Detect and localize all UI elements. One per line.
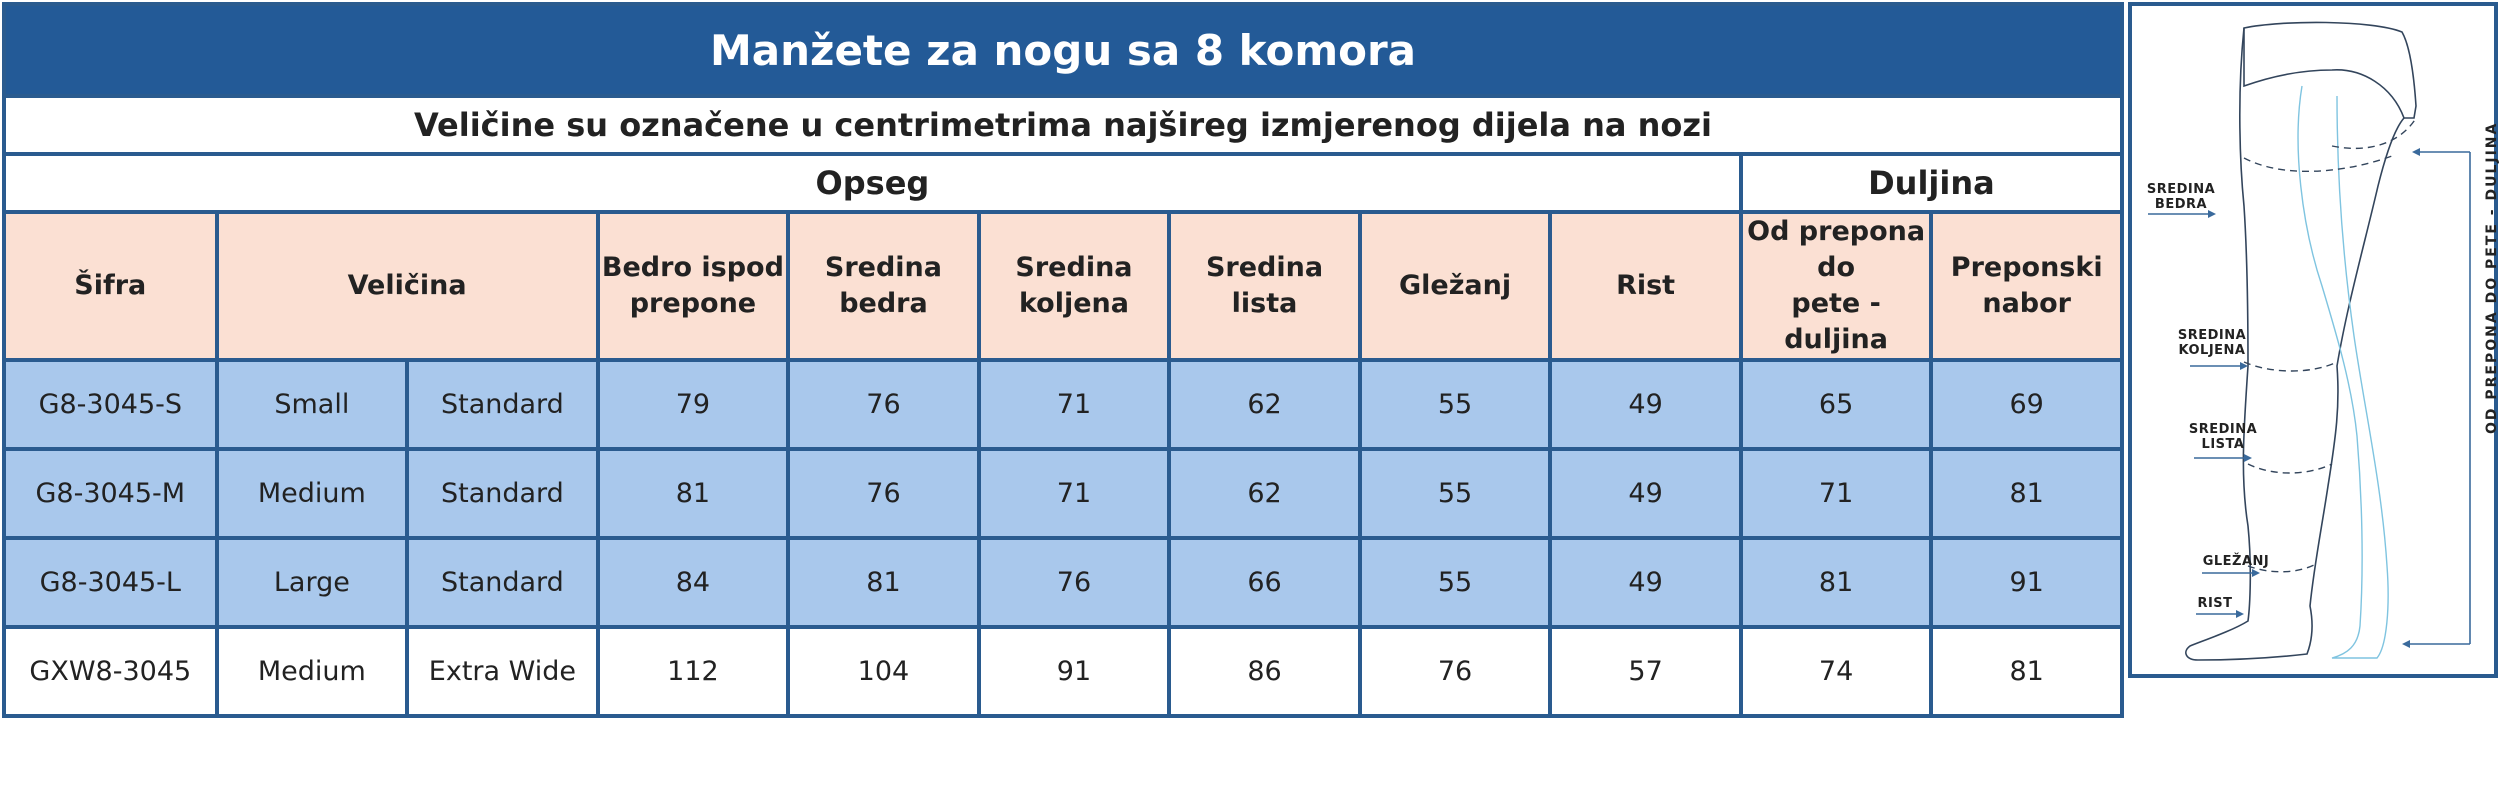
cell-instep: 57 <box>1550 627 1741 716</box>
header-upper-thigh <box>598 212 789 360</box>
cell-mid-calf: 86 <box>1169 627 1360 716</box>
group-length: Duljina <box>1741 154 2122 212</box>
header-groin-to-heel-line: do <box>1817 252 1856 283</box>
label-line: KOLJENA <box>2178 343 2246 358</box>
cell-groin-to-heel: 74 <box>1741 627 1932 716</box>
label-mid-calf <box>2188 422 2258 452</box>
header-groin-to-heel-line: pete - duljina <box>1784 288 1888 355</box>
cell-groin-to-heel: 71 <box>1741 449 1932 538</box>
header-mid-thigh: Sredina bedra <box>788 212 979 360</box>
cell-size: Small <box>217 360 408 449</box>
header-groin-to-heel-line: Od prepona <box>1747 216 1926 247</box>
cell-ankle: 55 <box>1360 360 1551 449</box>
table-row <box>4 627 2122 716</box>
cell-code: G8-3045-M <box>4 449 217 538</box>
cell-mid-knee: 76 <box>979 538 1170 627</box>
cell-mid-thigh: 104 <box>788 627 979 716</box>
cell-code: G8-3045-L <box>4 538 217 627</box>
cell-mid-knee: 71 <box>979 360 1170 449</box>
header-groin-fold-line: Preponski <box>1950 252 2103 283</box>
cell-mid-knee: 71 <box>979 449 1170 538</box>
table-row <box>4 360 2122 449</box>
cell-instep: 49 <box>1550 538 1741 627</box>
label-line: BEDRA <box>2154 197 2208 212</box>
cell-width: Extra Wide <box>407 627 598 716</box>
cell-code: GXW8-3045 <box>4 627 217 716</box>
label-line: SREDINA <box>2146 182 2216 197</box>
cell-size: Medium <box>217 627 408 716</box>
header-code: Šifra <box>4 212 217 360</box>
cell-upper-thigh: 84 <box>598 538 789 627</box>
cell-upper-thigh: 112 <box>598 627 789 716</box>
leg-diagram <box>2128 2 2498 678</box>
cell-instep: 49 <box>1550 360 1741 449</box>
cell-mid-calf: 62 <box>1169 449 1360 538</box>
label-ankle: GLEŽANJ <box>2202 554 2270 569</box>
header-groin-to-heel <box>1741 212 1932 360</box>
header-groin-fold <box>1931 212 2122 360</box>
cell-groin-fold: 91 <box>1931 538 2122 627</box>
header-size: Veličina <box>217 212 598 360</box>
cell-groin-to-heel: 81 <box>1741 538 1932 627</box>
vertical-length-label: OD PREPONA DO PETE - DULJINA <box>2484 121 2500 434</box>
cell-groin-fold: 81 <box>1931 449 2122 538</box>
cell-ankle: 55 <box>1360 449 1551 538</box>
cell-width: Standard <box>407 538 598 627</box>
header-mid-knee-line: Sredina <box>1015 252 1133 283</box>
cell-mid-knee: 91 <box>979 627 1170 716</box>
cell-groin-fold: 69 <box>1931 360 2122 449</box>
cell-mid-thigh: 76 <box>788 360 979 449</box>
cell-mid-thigh: 81 <box>788 538 979 627</box>
page-title: Manžete za nogu sa 8 komora <box>4 4 2122 96</box>
label-line: SREDINA <box>2177 328 2247 343</box>
size-table <box>2 2 2124 718</box>
cell-mid-calf: 62 <box>1169 360 1360 449</box>
cell-size: Medium <box>217 449 408 538</box>
label-mid-knee <box>2172 328 2252 358</box>
label-line: LISTA <box>2201 437 2245 452</box>
cell-upper-thigh: 79 <box>598 360 789 449</box>
group-circumference: Opseg <box>4 154 1741 212</box>
cell-instep: 49 <box>1550 449 1741 538</box>
table-row <box>4 449 2122 538</box>
header-mid-knee <box>979 212 1170 360</box>
header-upper-thigh-line: prepone <box>629 288 757 319</box>
header-upper-thigh-line: Bedro ispod <box>601 252 784 283</box>
table-row <box>4 538 2122 627</box>
label-mid-thigh <box>2146 182 2216 212</box>
header-instep: Rist <box>1550 212 1741 360</box>
cell-groin-fold: 81 <box>1931 627 2122 716</box>
label-instep: RIST <box>2197 596 2233 611</box>
cell-mid-thigh: 76 <box>788 449 979 538</box>
cell-groin-to-heel: 65 <box>1741 360 1932 449</box>
header-mid-knee-line: koljena <box>1018 288 1129 319</box>
label-line: SREDINA <box>2188 422 2258 437</box>
header-ankle: Gležanj <box>1360 212 1551 360</box>
cell-code: G8-3045-S <box>4 360 217 449</box>
subtitle: Veličine su označene u centrimetrima najšireg izmjerenog dijela na nozi <box>4 96 2122 154</box>
cell-width: Standard <box>407 449 598 538</box>
header-groin-fold-line: nabor <box>1982 288 2071 319</box>
cell-size: Large <box>217 538 408 627</box>
cell-width: Standard <box>407 360 598 449</box>
header-mid-calf: Sredina lista <box>1169 212 1360 360</box>
cell-ankle: 55 <box>1360 538 1551 627</box>
cell-mid-calf: 66 <box>1169 538 1360 627</box>
cell-ankle: 76 <box>1360 627 1551 716</box>
cell-upper-thigh: 81 <box>598 449 789 538</box>
